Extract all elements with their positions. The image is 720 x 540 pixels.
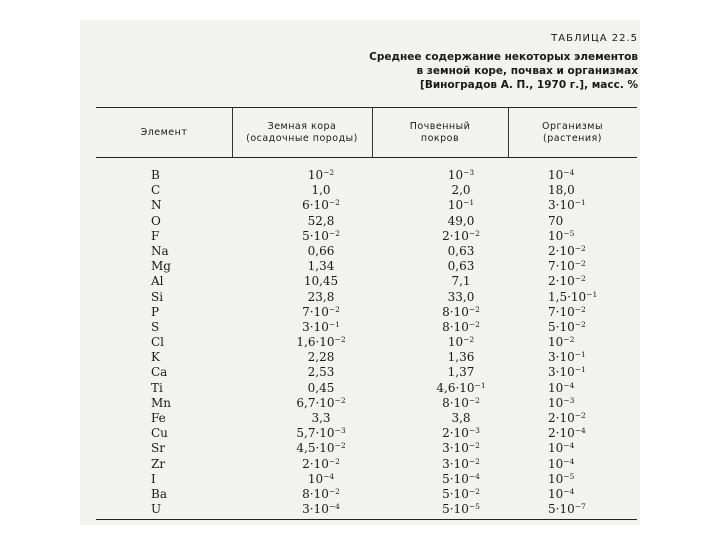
- cell-soil: $5\cdot 10^{-5}$: [442, 502, 480, 517]
- cell-element: Ca: [151, 365, 168, 380]
- cell-crust: 1,34: [307, 259, 335, 274]
- cell-soil: 7,1: [451, 274, 471, 289]
- cell-soil: 3,8: [451, 411, 471, 425]
- cell-crust: 0,66: [307, 243, 335, 258]
- cell-plants: $10^{-5}$: [548, 228, 575, 243]
- cell-crust: 2,28: [307, 350, 335, 365]
- cell-element: Al: [151, 274, 164, 289]
- cell-plants: $7\cdot 10^{-2}$: [548, 259, 586, 274]
- cell-crust: $6\cdot 10^{-2}$: [302, 198, 340, 213]
- cell-element: C: [151, 183, 161, 198]
- cell-plants: $2\cdot 10^{-2}$: [548, 274, 586, 289]
- cell-plants: $2\cdot 10^{-2}$: [548, 243, 586, 258]
- cell-plants: $10^{-4}$: [548, 456, 575, 471]
- table-row: [96, 320, 637, 335]
- cell-element: U: [151, 502, 162, 517]
- table-row: [96, 365, 637, 380]
- table-row: [96, 411, 637, 426]
- cell-plants: 18,0: [548, 183, 575, 198]
- table-row: [96, 229, 637, 244]
- cell-plants: $10^{-4}$: [548, 441, 575, 456]
- table-row: [96, 441, 637, 456]
- cell-crust: $7\cdot 10^{-2}$: [302, 304, 340, 319]
- cell-soil: $3\cdot 10^{-2}$: [442, 441, 480, 456]
- cell-plants: $7\cdot 10^{-2}$: [548, 304, 586, 319]
- cell-soil: 0,63: [447, 259, 475, 274]
- cell-element: O: [151, 213, 161, 228]
- cell-plants: $3\cdot 10^{-1}$: [548, 350, 586, 365]
- cell-soil: $8\cdot 10^{-2}$: [442, 304, 480, 319]
- table-row: [96, 305, 637, 320]
- cell-plants: $10^{-4}$: [548, 168, 575, 182]
- table-row: [96, 457, 637, 472]
- cell-element: F: [151, 228, 160, 243]
- cell-crust: $1,6\cdot 10^{-2}$: [296, 335, 346, 350]
- cell-crust: 23,8: [307, 289, 335, 304]
- cell-plants: $2\cdot 10^{-2}$: [548, 411, 586, 425]
- cell-plants: $5\cdot 10^{-2}$: [548, 319, 586, 334]
- table-row: [96, 502, 637, 517]
- cell-plants: $10^{-4}$: [548, 380, 575, 395]
- cell-soil: 1,36: [447, 350, 475, 365]
- table-row: [96, 350, 637, 365]
- table-row: [96, 472, 637, 487]
- table-row: [96, 381, 637, 396]
- cell-soil: $4,6\cdot 10^{-1}$: [436, 380, 486, 395]
- table-row: [96, 183, 637, 198]
- cell-soil: 33,0: [447, 289, 475, 304]
- cell-crust: 52,8: [307, 213, 335, 228]
- table-title-line: в земной коре, почвах и организмах: [416, 65, 638, 77]
- column-header-element: Элемент: [140, 126, 188, 138]
- cell-crust: $3\cdot 10^{-1}$: [302, 319, 340, 334]
- column-header-plants: Организмы (растения): [542, 120, 603, 144]
- cell-soil: $2\cdot 10^{-3}$: [442, 426, 480, 441]
- table-row: [96, 290, 637, 305]
- cell-soil: 2,0: [451, 183, 471, 198]
- cell-soil: $8\cdot 10^{-2}$: [442, 319, 480, 334]
- cell-element: Mg: [151, 259, 171, 274]
- cell-soil: $10^{-3}$: [447, 168, 475, 182]
- table-number: ТАБЛИЦА 22.5: [551, 33, 638, 44]
- table-row: [96, 214, 637, 229]
- cell-crust: $6,7\cdot 10^{-2}$: [296, 395, 346, 410]
- cell-plants: $2\cdot 10^{-4}$: [548, 426, 586, 441]
- cell-soil: $3\cdot 10^{-2}$: [442, 456, 480, 471]
- table-row: [96, 335, 637, 350]
- table-row: [96, 259, 637, 274]
- cell-soil: $5\cdot 10^{-2}$: [442, 486, 480, 501]
- table-row: [96, 168, 637, 183]
- cell-crust: $10^{-4}$: [307, 471, 335, 486]
- table-body: [96, 168, 637, 517]
- cell-soil: $8\cdot 10^{-2}$: [442, 395, 480, 410]
- table-bottom-rule: [96, 519, 637, 520]
- table-row: [96, 396, 637, 411]
- cell-soil: 0,63: [447, 243, 475, 258]
- cell-plants: $3\cdot 10^{-1}$: [548, 198, 586, 213]
- cell-crust: $5\cdot 10^{-2}$: [302, 228, 340, 243]
- cell-crust: 2,53: [307, 365, 335, 380]
- cell-plants: $10^{-3}$: [548, 395, 575, 410]
- cell-plants: $10^{-2}$: [548, 335, 575, 350]
- cell-soil: $10^{-1}$: [447, 198, 475, 213]
- cell-element: S: [151, 319, 160, 334]
- cell-crust: 0,45: [307, 380, 335, 395]
- table-title-line: [Виноградов А. П., 1970 г.], масс. %: [420, 79, 638, 91]
- table-row: [96, 274, 637, 289]
- table-title: [369, 50, 638, 92]
- cell-element: Ba: [151, 486, 167, 501]
- cell-element: N: [151, 198, 162, 213]
- cell-soil: $10^{-2}$: [447, 335, 475, 350]
- table-row: [96, 244, 637, 259]
- cell-element: Na: [151, 243, 169, 258]
- header-bottom-rule: [96, 157, 637, 158]
- table-row: [96, 198, 637, 213]
- cell-plants: $1,5\cdot 10^{-1}$: [548, 289, 598, 304]
- cell-soil: $5\cdot 10^{-4}$: [442, 471, 480, 486]
- cell-plants: $5\cdot 10^{-7}$: [548, 502, 586, 517]
- cell-crust: $8\cdot 10^{-2}$: [302, 486, 340, 501]
- cell-crust: $3\cdot 10^{-4}$: [302, 502, 340, 517]
- cell-element: Cl: [151, 335, 165, 350]
- cell-element: Sr: [151, 441, 165, 456]
- cell-plants: $10^{-5}$: [548, 471, 575, 486]
- cell-crust: $4,5\cdot 10^{-2}$: [296, 441, 346, 456]
- cell-element: Si: [151, 289, 164, 304]
- cell-element: I: [151, 471, 156, 486]
- cell-element: K: [151, 350, 160, 365]
- table-title-line: Среднее содержание некоторых элементов: [369, 51, 638, 63]
- cell-element: Ti: [151, 380, 163, 395]
- cell-crust: $5,7\cdot 10^{-3}$: [296, 426, 346, 441]
- cell-crust: 1,0: [311, 183, 331, 198]
- cell-plants: $10^{-4}$: [548, 486, 575, 501]
- cell-element: Zr: [151, 456, 166, 471]
- cell-crust: $10^{-2}$: [307, 168, 335, 182]
- column-header-crust: Земная кора (осадочные породы): [246, 120, 358, 144]
- table-row: [96, 426, 637, 441]
- cell-element: P: [151, 304, 160, 319]
- cell-element: Mn: [151, 395, 172, 410]
- cell-crust: 3,3: [311, 411, 331, 425]
- table-row: [96, 487, 637, 502]
- cell-element: B: [151, 168, 160, 182]
- cell-plants: $3\cdot 10^{-1}$: [548, 365, 586, 380]
- cell-element: Fe: [151, 411, 166, 425]
- cell-crust: 10,45: [303, 274, 339, 289]
- cell-soil: 1,37: [447, 365, 475, 380]
- column-header-soil: Почвенный покров: [409, 120, 471, 144]
- cell-soil: 49,0: [447, 213, 475, 228]
- cell-soil: $2\cdot 10^{-2}$: [442, 228, 480, 243]
- cell-element: Cu: [151, 426, 168, 441]
- table-caption: [369, 33, 638, 92]
- cell-plants: 70: [548, 213, 564, 228]
- cell-crust: $2\cdot 10^{-2}$: [302, 456, 340, 471]
